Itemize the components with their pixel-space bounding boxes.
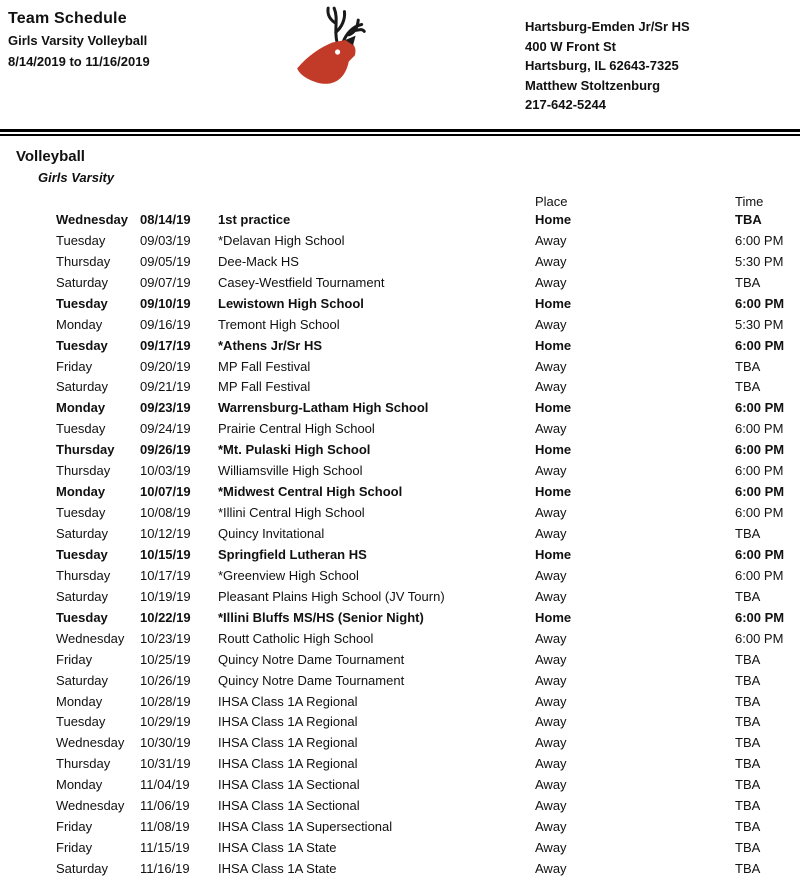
cell-day: Tuesday: [56, 546, 108, 562]
cell-day: Thursday: [56, 567, 111, 583]
cell-date: 09/05/19: [140, 253, 191, 269]
cell-event: Quincy Notre Dame Tournament: [218, 672, 405, 688]
cell-event: Casey-Westfield Tournament: [218, 274, 385, 290]
cell-time: TBA: [735, 526, 761, 542]
cell-time: TBA: [735, 714, 761, 730]
cell-date: 09/23/19: [140, 400, 191, 416]
schedule-row: [0, 251, 800, 272]
cell-date: 11/06/19: [140, 798, 190, 814]
cell-day: Tuesday: [56, 337, 108, 353]
cell-date: 10/30/19: [140, 735, 191, 751]
cell-event: IHSA Class 1A Regional: [218, 693, 358, 709]
schedule-row: [0, 397, 800, 418]
cell-day: Wednesday: [56, 735, 125, 751]
cell-place: Home: [535, 400, 572, 416]
cell-day: Monday: [56, 484, 106, 500]
cell-date: 10/31/19: [140, 756, 191, 772]
cell-event: *Delavan High School: [218, 232, 345, 248]
cell-place: Away: [535, 232, 567, 248]
cell-date: 10/28/19: [140, 693, 191, 709]
cell-place: Away: [535, 379, 567, 395]
cell-place: Home: [535, 609, 572, 625]
cell-day: Saturday: [56, 672, 109, 688]
page-title: Team Schedule: [8, 10, 127, 27]
cell-date: 08/14/19: [140, 211, 191, 227]
cell-day: Friday: [56, 840, 93, 856]
cell-event: Prairie Central High School: [218, 421, 375, 437]
cell-day: Monday: [56, 693, 103, 709]
cell-date: 10/26/19: [140, 672, 191, 688]
cell-event: Springfield Lutheran HS: [218, 546, 367, 562]
cell-place: Home: [535, 484, 572, 500]
cell-place: Away: [535, 505, 567, 521]
contact-name: Matthew Stoltzenburg: [525, 77, 661, 93]
cell-time: TBA: [735, 756, 761, 772]
cell-event: IHSA Class 1A State: [218, 861, 337, 877]
cell-date: 09/16/19: [140, 316, 191, 332]
schedule-row: [0, 230, 800, 251]
schedule-row: [0, 732, 800, 753]
cell-day: Tuesday: [56, 714, 106, 730]
school-name: Hartsburg-Emden Jr/Sr HS: [525, 19, 690, 34]
schedule-row: [0, 377, 800, 398]
header-divider: [0, 129, 800, 136]
cell-event: IHSA Class 1A Regional: [218, 714, 358, 730]
schedule-row: [0, 335, 800, 356]
cell-place: Away: [535, 798, 567, 814]
cell-date: 09/17/19: [140, 337, 191, 353]
cell-event: *Athens Jr/Sr HS: [218, 337, 323, 353]
cell-time: TBA: [735, 358, 761, 374]
cell-day: Thursday: [56, 463, 111, 479]
cell-place: Away: [535, 588, 567, 604]
cell-day: Monday: [56, 777, 103, 793]
column-header-time: Time: [735, 194, 764, 209]
cell-event: Routt Catholic High School: [218, 630, 374, 646]
cell-time: TBA: [735, 819, 761, 835]
cell-place: Home: [535, 295, 572, 311]
cell-day: Wednesday: [56, 798, 125, 814]
cell-time: 6:00 PM: [735, 421, 784, 437]
schedule-row: [0, 670, 800, 691]
cell-day: Tuesday: [56, 232, 106, 248]
cell-time: 6:00 PM: [735, 463, 784, 479]
cell-date: 09/21/19: [140, 379, 191, 395]
cell-event: IHSA Class 1A Sectional: [218, 777, 360, 793]
sport-heading: Volleyball: [16, 148, 85, 165]
cell-place: Away: [535, 253, 567, 269]
cell-day: Saturday: [56, 588, 109, 604]
cell-time: TBA: [735, 588, 761, 604]
deer-eye: [335, 49, 340, 54]
cell-place: Home: [535, 211, 572, 227]
cell-day: Tuesday: [56, 295, 108, 311]
cell-time: 6:00 PM: [735, 400, 785, 416]
schedule-row: [0, 502, 800, 523]
cell-place: Away: [535, 421, 567, 437]
cell-day: Saturday: [56, 526, 109, 542]
cell-time: 6:00 PM: [735, 609, 785, 625]
schedule-row: [0, 753, 800, 774]
cell-place: Away: [535, 777, 567, 793]
cell-date: 10/17/19: [140, 567, 191, 583]
column-header-place: Place: [535, 194, 568, 209]
table-column-headers: [0, 194, 800, 209]
cell-date: 10/12/19: [140, 526, 191, 542]
cell-date: 10/15/19: [140, 546, 191, 562]
cell-day: Thursday: [56, 756, 111, 772]
cell-event: Quincy Invitational: [218, 526, 325, 542]
cell-time: 6:00 PM: [735, 232, 784, 248]
cell-time: 6:00 PM: [735, 630, 784, 646]
schedule-row: [0, 418, 800, 439]
schedule-row: [0, 712, 800, 733]
cell-event: Pleasant Plains High School (JV Tourn): [218, 588, 445, 604]
cell-date: 11/15/19: [140, 840, 190, 856]
schedule-row: [0, 544, 800, 565]
cell-event: Warrensburg-Latham High School: [218, 400, 429, 416]
cell-place: Away: [535, 274, 567, 290]
cell-event: Quincy Notre Dame Tournament: [218, 651, 405, 667]
schedule-row: [0, 460, 800, 481]
cell-place: Away: [535, 316, 567, 332]
cell-time: TBA: [735, 672, 761, 688]
cell-day: Friday: [56, 358, 93, 374]
schedule-row: [0, 439, 800, 460]
cell-date: 09/26/19: [140, 442, 191, 458]
cell-place: Away: [535, 735, 567, 751]
cell-date: 10/22/19: [140, 609, 191, 625]
cell-place: Away: [535, 819, 567, 835]
schedule-row: [0, 314, 800, 335]
cell-time: 6:00 PM: [735, 337, 785, 353]
cell-event: *Greenview High School: [218, 567, 359, 583]
cell-time: TBA: [735, 777, 761, 793]
cell-time: TBA: [735, 693, 761, 709]
cell-time: 6:00 PM: [735, 295, 785, 311]
cell-date: 10/03/19: [140, 463, 191, 479]
schedule-row: [0, 607, 800, 628]
cell-event: IHSA Class 1A Regional: [218, 756, 358, 772]
cell-day: Saturday: [56, 379, 109, 395]
cell-date: 10/23/19: [140, 630, 191, 646]
cell-event: IHSA Class 1A Supersectional: [218, 819, 393, 835]
cell-place: Away: [535, 630, 567, 646]
cell-day: Thursday: [56, 442, 115, 458]
cell-time: TBA: [735, 211, 762, 227]
cell-day: Wednesday: [56, 211, 129, 227]
header-left-block: [8, 10, 150, 69]
cell-date: 11/08/19: [140, 819, 190, 835]
contact-phone: 217-642-5244: [525, 97, 606, 113]
cell-time: 6:00 PM: [735, 484, 785, 500]
cell-date: 10/08/19: [140, 505, 191, 521]
cell-place: Home: [535, 442, 572, 458]
cell-place: Away: [535, 693, 567, 709]
cell-place: Away: [535, 358, 567, 374]
schedule-row: [0, 628, 800, 649]
season-date-range: 8/14/2019 to 11/16/2019: [8, 54, 150, 69]
cell-place: Away: [535, 526, 567, 542]
team-subtitle: Girls Varsity Volleyball: [8, 33, 148, 48]
team-heading: Girls Varsity: [38, 170, 115, 185]
schedule-row: [0, 774, 800, 795]
cell-place: Away: [535, 463, 567, 479]
cell-day: Saturday: [56, 861, 109, 877]
cell-date: 11/04/19: [140, 777, 190, 793]
cell-day: Monday: [56, 400, 106, 416]
schedule-row: [0, 272, 800, 293]
school-address: 400 W Front St: [525, 38, 617, 54]
cell-day: Tuesday: [56, 505, 106, 521]
cell-date: 10/07/19: [140, 484, 191, 500]
schedule-row: [0, 586, 800, 607]
cell-day: Wednesday: [56, 630, 125, 646]
antlers-icon: [328, 8, 364, 42]
cell-time: TBA: [735, 798, 761, 814]
cell-time: 5:30 PM: [735, 253, 784, 269]
schedule-row: [0, 209, 800, 230]
cell-time: TBA: [735, 651, 761, 667]
document-header: [0, 0, 800, 129]
cell-event: Lewistown High School: [218, 295, 364, 311]
cell-place: Away: [535, 714, 567, 730]
cell-place: Away: [535, 861, 567, 877]
cell-event: 1st practice: [218, 211, 291, 227]
schedule-row: [0, 795, 800, 816]
schedule-row: [0, 649, 800, 670]
cell-event: IHSA Class 1A Regional: [218, 735, 358, 751]
cell-place: Away: [535, 672, 567, 688]
cell-date: 11/16/19: [140, 861, 190, 877]
cell-place: Away: [535, 840, 567, 856]
school-info-block: [525, 17, 690, 115]
schedule-row: [0, 565, 800, 586]
deer-head-shape: [297, 40, 355, 84]
cell-place: Away: [535, 567, 567, 583]
cell-event: *Midwest Central High School: [218, 484, 403, 500]
cell-day: Tuesday: [56, 421, 106, 437]
cell-date: 10/25/19: [140, 651, 191, 667]
cell-time: 6:00 PM: [735, 567, 784, 583]
cell-time: 5:30 PM: [735, 316, 784, 332]
schedule-row: [0, 691, 800, 712]
deer-mascot-logo-icon: [292, 4, 378, 100]
cell-date: 09/03/19: [140, 232, 191, 248]
cell-time: TBA: [735, 735, 761, 751]
cell-day: Friday: [56, 819, 93, 835]
cell-time: TBA: [735, 840, 761, 856]
cell-place: Home: [535, 337, 572, 353]
cell-date: 09/20/19: [140, 358, 191, 374]
schedule-row: [0, 356, 800, 377]
cell-event: *Illini Central High School: [218, 505, 365, 521]
cell-time: 6:00 PM: [735, 505, 784, 521]
cell-event: Dee-Mack HS: [218, 253, 299, 269]
cell-day: Thursday: [56, 253, 111, 269]
cell-date: 09/10/19: [140, 295, 191, 311]
cell-event: MP Fall Festival: [218, 358, 311, 374]
cell-time: TBA: [735, 379, 761, 395]
cell-place: Away: [535, 651, 567, 667]
cell-date: 09/07/19: [140, 274, 191, 290]
cell-event: IHSA Class 1A State: [218, 840, 337, 856]
schedule-row: [0, 523, 800, 544]
schedule-row: [0, 816, 800, 837]
cell-day: Tuesday: [56, 609, 108, 625]
schedule-row: [0, 293, 800, 314]
cell-place: Away: [535, 756, 567, 772]
cell-event: MP Fall Festival: [218, 379, 311, 395]
cell-time: TBA: [735, 861, 761, 877]
schedule-table: [0, 194, 800, 879]
cell-date: 10/29/19: [140, 714, 191, 730]
cell-time: TBA: [735, 274, 761, 290]
cell-event: *Mt. Pulaski High School: [218, 442, 371, 458]
cell-event: Williamsville High School: [218, 463, 363, 479]
cell-event: Tremont High School: [218, 316, 340, 332]
cell-day: Monday: [56, 316, 103, 332]
school-city-state-zip: Hartsburg, IL 62643-7325: [525, 58, 679, 74]
cell-place: Home: [535, 546, 572, 562]
cell-time: 6:00 PM: [735, 442, 785, 458]
cell-time: 6:00 PM: [735, 546, 785, 562]
schedule-rows: [0, 209, 800, 879]
cell-day: Friday: [56, 651, 93, 667]
schedule-row: [0, 837, 800, 858]
cell-date: 09/24/19: [140, 421, 191, 437]
cell-event: IHSA Class 1A Sectional: [218, 798, 360, 814]
cell-event: *Illini Bluffs MS/HS (Senior Night): [218, 609, 424, 625]
schedule-row: [0, 481, 800, 502]
cell-date: 10/19/19: [140, 588, 191, 604]
schedule-row: [0, 858, 800, 879]
cell-day: Saturday: [56, 274, 109, 290]
